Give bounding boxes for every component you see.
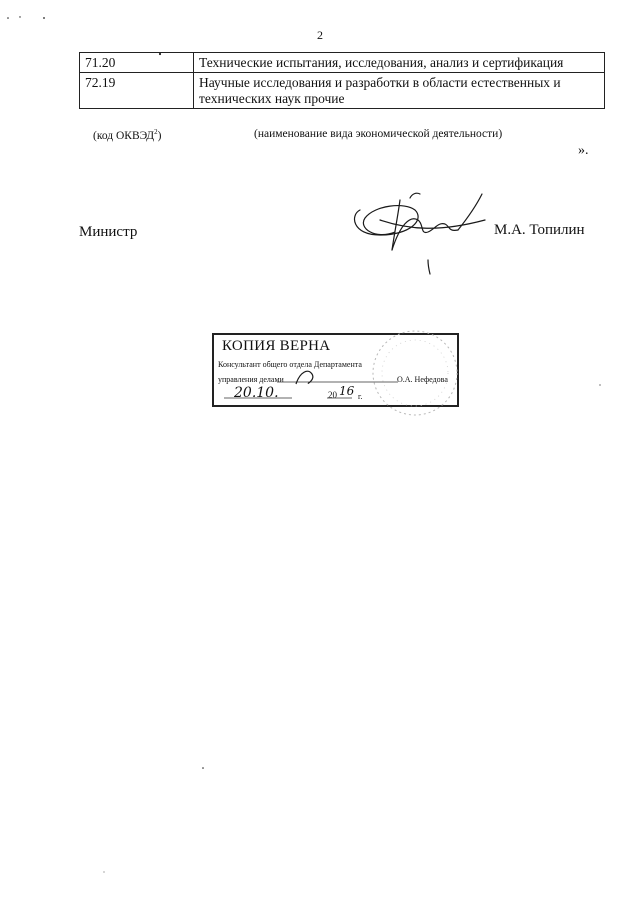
caption-code-text: (код ОКВЭД	[93, 129, 155, 142]
table-row	[80, 73, 605, 109]
signatory-title: Министр	[79, 224, 138, 240]
stamp-year-suffix: г.	[358, 392, 363, 401]
stamp-department: управления делами	[218, 375, 284, 384]
signatory-name: М.А. Топилин	[494, 222, 585, 238]
closing-quote: ».	[578, 143, 589, 158]
table-row	[80, 53, 605, 73]
okved-name-cell: Научные исследования и разработки в области естественных и технических наук прочие	[194, 73, 605, 109]
stamp-officer-name: О.А. Нефедова	[397, 375, 448, 384]
footnote-marker: 2	[154, 128, 158, 136]
okved-table	[79, 52, 605, 109]
stamp-date-handwritten: 20.10.	[234, 385, 279, 401]
okved-code-cell: 71.20	[80, 53, 194, 73]
caption-activity-name: (наименование вида экономической деятельности)	[254, 128, 503, 140]
okved-code-cell: 72.19	[80, 73, 194, 109]
handwritten-signature	[340, 180, 490, 275]
stamp-year-handwritten: 16	[339, 384, 355, 398]
caption-code-close: )	[157, 129, 162, 142]
copy-certified-stamp	[212, 333, 459, 407]
stamp-position: Консультант общего отдела Департамента	[218, 360, 362, 369]
stamp-title: КОПИЯ ВЕРНА	[222, 338, 331, 354]
okved-name-cell: Технические испытания, исследования, анализ и сертификация	[194, 53, 605, 73]
stamp-year-prefix: 20	[328, 390, 337, 400]
page-number: 2	[317, 28, 323, 42]
caption-okved-code	[93, 128, 161, 142]
